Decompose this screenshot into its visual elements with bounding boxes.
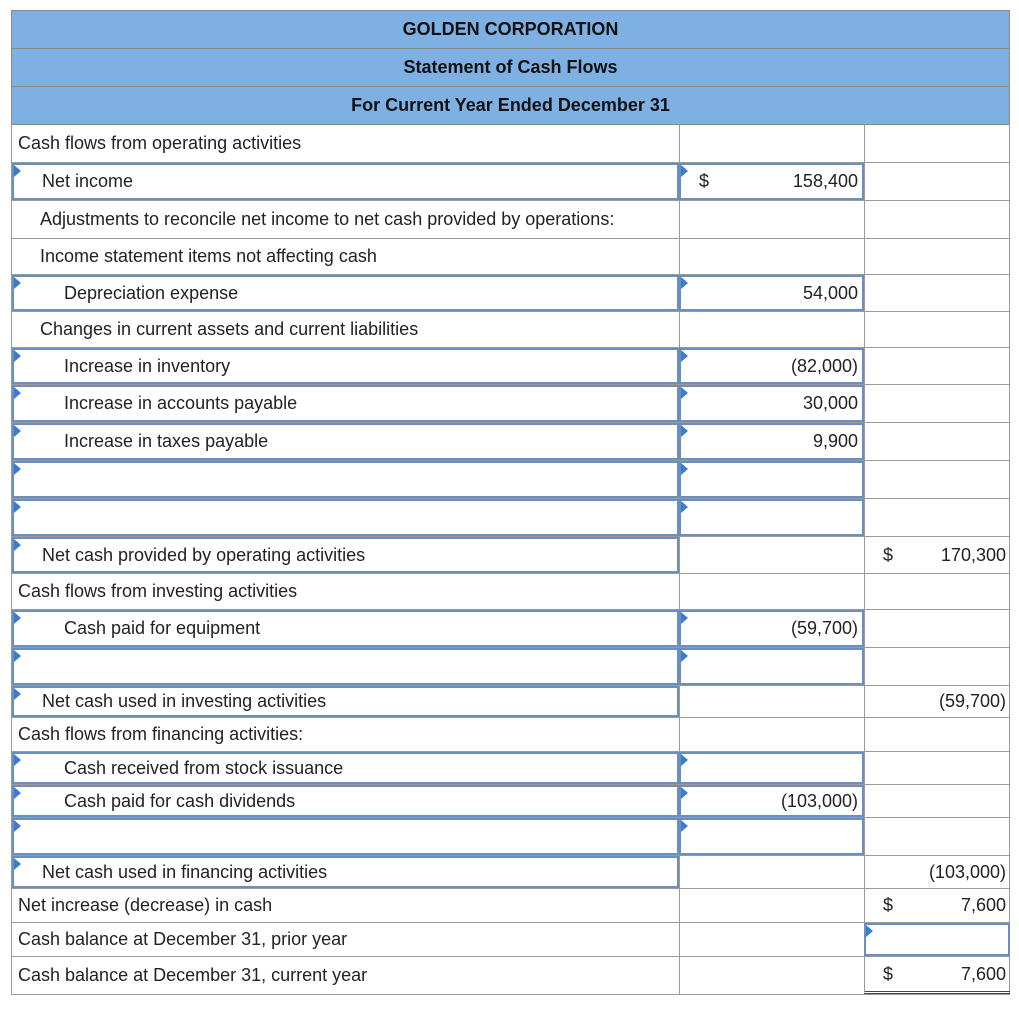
input-marker-icon: [681, 650, 688, 662]
input-marker-icon: [14, 787, 21, 799]
income-items-label: Income statement items not affecting cash: [40, 246, 377, 266]
input-marker-icon: [681, 463, 688, 475]
stock-issuance-value-input[interactable]: [679, 752, 864, 784]
input-marker-icon: [14, 820, 21, 832]
input-marker-icon: [14, 754, 21, 766]
blank-label-input[interactable]: [12, 648, 679, 685]
input-marker-icon: [681, 350, 688, 362]
prior-balance-input[interactable]: [864, 923, 1010, 956]
prior-balance-label: Cash balance at December 31, prior year: [18, 929, 348, 949]
net-investing-row: [11, 686, 1010, 718]
financing-section-title: Cash flows from financing activities:: [18, 724, 304, 744]
input-marker-icon: [681, 387, 688, 399]
depreciation-label-input[interactable]: Depreciation expense: [12, 275, 679, 311]
investing-blank-row: [11, 648, 1010, 686]
net-income-label-input[interactable]: Net income: [12, 163, 679, 200]
accounts-payable-row: [11, 385, 1010, 423]
company-name: GOLDEN CORPORATION: [11, 10, 1010, 49]
depreciation-value-input[interactable]: 54,000: [679, 275, 864, 311]
net-investing-value: (59,700): [864, 686, 1010, 717]
statement-title: Statement of Cash Flows: [11, 48, 1010, 87]
input-marker-icon: [681, 425, 688, 437]
current-balance-row: [11, 957, 1010, 995]
financing-section-row: [11, 718, 1010, 752]
input-marker-icon: [14, 350, 21, 362]
blank-value-input[interactable]: [679, 461, 864, 498]
changes-label: Changes in current assets and current liabilities: [40, 319, 419, 339]
input-marker-icon: [14, 277, 21, 289]
net-operating-row: [11, 537, 1010, 574]
net-change-label: Net increase (decrease) in cash: [18, 895, 273, 915]
taxes-payable-value-input[interactable]: 9,900: [679, 423, 864, 460]
net-investing-label-input[interactable]: Net cash used in investing activities: [12, 686, 679, 717]
input-marker-icon: [14, 650, 21, 662]
net-change-value: $ 7,600: [864, 889, 1010, 922]
blank-value-input[interactable]: [679, 499, 864, 536]
dividends-label-input[interactable]: Cash paid for cash dividends: [12, 785, 679, 817]
blank-value-input[interactable]: [679, 648, 864, 685]
input-marker-icon: [866, 925, 873, 937]
input-marker-icon: [14, 387, 21, 399]
input-marker-icon: [681, 501, 688, 513]
inventory-label-input[interactable]: Increase in inventory: [12, 348, 679, 384]
financing-blank-row: [11, 818, 1010, 856]
net-income-value-input[interactable]: $ 158,400: [679, 163, 864, 200]
adjustments-label: Adjustments to reconcile net income to net cash provided by operations:: [40, 209, 615, 229]
taxes-payable-label-input[interactable]: Increase in taxes payable: [12, 423, 679, 460]
input-marker-icon: [14, 612, 21, 624]
stock-issuance-label-input[interactable]: Cash received from stock issuance: [12, 752, 679, 784]
input-marker-icon: [681, 787, 688, 799]
input-marker-icon: [681, 820, 688, 832]
inventory-row: [11, 348, 1010, 385]
input-marker-icon: [14, 463, 21, 475]
inventory-value-input[interactable]: (82,000): [679, 348, 864, 384]
net-financing-row: [11, 856, 1010, 889]
net-operating-value: $ 170,300: [864, 537, 1010, 573]
blank-value-input[interactable]: [679, 818, 864, 855]
dividends-row: [11, 785, 1010, 818]
equipment-row: [11, 610, 1010, 648]
taxes-payable-row: [11, 423, 1010, 461]
accounts-payable-value-input[interactable]: 30,000: [679, 385, 864, 422]
equipment-value-input[interactable]: (59,700): [679, 610, 864, 647]
blank-label-input[interactable]: [12, 499, 679, 536]
current-balance-value: $ 7,600: [864, 957, 1010, 994]
input-marker-icon: [14, 858, 21, 870]
adjustments-row: [11, 201, 1010, 239]
prior-balance-row: [11, 923, 1010, 957]
income-items-row: [11, 239, 1010, 275]
equipment-label-input[interactable]: Cash paid for equipment: [12, 610, 679, 647]
operating-blank-row: [11, 499, 1010, 537]
investing-section-title: Cash flows from investing activities: [18, 581, 298, 601]
stock-issuance-row: [11, 752, 1010, 785]
net-change-row: [11, 889, 1010, 923]
blank-label-input[interactable]: [12, 461, 679, 498]
operating-blank-row: [11, 461, 1010, 499]
input-marker-icon: [681, 165, 688, 177]
statement-period: For Current Year Ended December 31: [11, 86, 1010, 125]
depreciation-row: [11, 275, 1010, 312]
dividends-value-input[interactable]: (103,000): [679, 785, 864, 817]
operating-section-title: Cash flows from operating activities: [18, 132, 302, 153]
input-marker-icon: [681, 612, 688, 624]
net-financing-value: (103,000): [864, 856, 1010, 888]
input-marker-icon: [681, 277, 688, 289]
current-balance-label: Cash balance at December 31, current year: [18, 965, 368, 985]
net-income-row: [11, 163, 1010, 201]
accounts-payable-label-input[interactable]: Increase in accounts payable: [12, 385, 679, 422]
net-operating-label-input[interactable]: Net cash provided by operating activities: [12, 537, 679, 573]
input-marker-icon: [14, 539, 21, 551]
input-marker-icon: [14, 688, 21, 700]
input-marker-icon: [681, 754, 688, 766]
operating-section-row: [11, 124, 1010, 163]
investing-section-row: [11, 574, 1010, 610]
net-financing-label-input[interactable]: Net cash used in financing activities: [12, 856, 679, 888]
input-marker-icon: [14, 501, 21, 513]
input-marker-icon: [14, 165, 21, 177]
changes-row: [11, 312, 1010, 348]
input-marker-icon: [14, 425, 21, 437]
blank-label-input[interactable]: [12, 818, 679, 855]
